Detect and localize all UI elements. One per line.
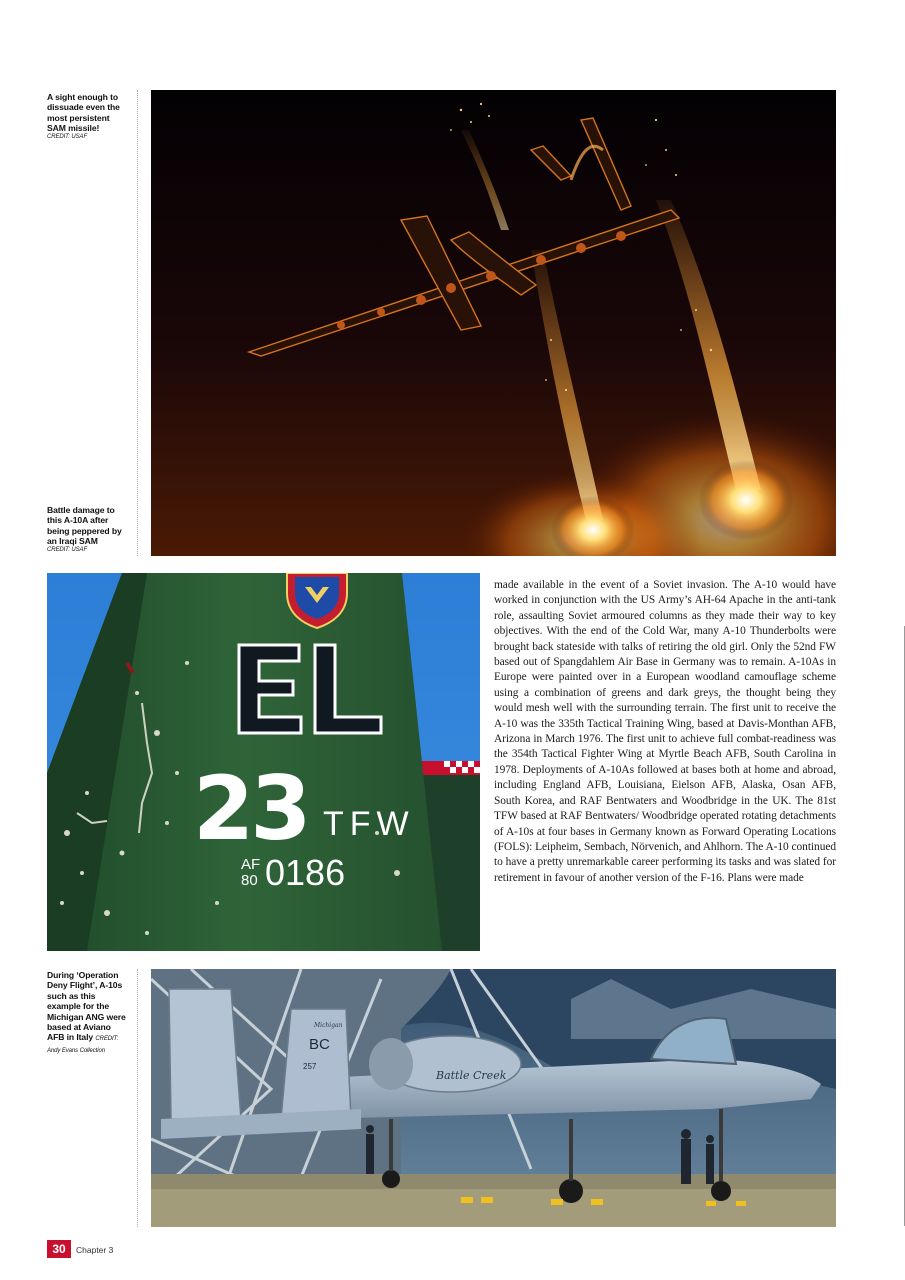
tail-serial-prefix-bottom: 80 [241, 872, 258, 889]
caption-credit: CREDIT: USAF [47, 133, 88, 140]
jet-tail-serial: 257 [303, 1062, 317, 1071]
caption-night-fire [47, 92, 127, 141]
tail-illustration [47, 573, 480, 951]
caption-battle-damage [47, 505, 127, 554]
caption-deny-flight [47, 970, 127, 1055]
photo-damaged-tail [47, 573, 480, 951]
caption-text: Battle damage to this A-10A after being peppered by an Iraqi SAM [47, 505, 122, 547]
tail-unit-number: 23 [193, 757, 308, 860]
tail-unit-suffix: TFW [323, 805, 415, 843]
jet-engine-text: Battle Creek [436, 1069, 507, 1082]
photo-night-flares [151, 90, 836, 556]
tail-serial: 0186 [265, 852, 346, 893]
article-body-text: made available in the event of a Soviet invasion. The A-10 would have worked in conjunction with the US Army’s AH-64 Apache in the anti-tank role, assaulting Soviet armoured columns as they made their way to key objectives. With the end of the Cold War, many A-10 Thunderbolts were brought back stateside with talks of retiring the old girl. Only the 52nd FW based out of Spangdahlem Air Base in Germany was to remain. A-10As in Europe were painted over in a European woodland camouflage scheme using a combination of greens and dark greys, the thought being they would mesh well with the surrounding terrain. The first unit to receive the A-10 was the 335th Tactical Training Wing, based at Davis-Monthan AFB, Arizona in March 1976. The first unit to achieve full combat-readiness was the 354th Tactical Fighter Wing at Myrtle Beach AFB, South Carolina in 1978. Deployments of A-10As followed at bases both at home and abroad, including England AFB, Louisiana, Eielson AFB, Alaska, Osan AFB, South Korea, and RAF Bentwaters and Woodbridge in the UK. The 81st TFW based at RAF Bentwaters/ Woodbridge operated rotating detachments of A-10s at four bases in Germany known as Forward Operating Locations (FOLS): Leipheim, Sembach, Nörvenich, and Ahlhorn. The A-10 continued to have a pretty unremarkable career performing its tasks and was slated for retirement in favour of another version of the F-16. Plans were made [494, 579, 836, 884]
photo-aviano-jet [151, 969, 836, 1227]
caption-credit: CREDIT: Andy Evans Collection [47, 1036, 119, 1054]
caption-text: During ‘Operation Deny Flight’, A-10s such as this example for the Michigan ANG were based at Aviano AFB in Italy [47, 970, 126, 1043]
caption-divider [137, 90, 138, 556]
page-number: 30 [47, 1240, 71, 1258]
chapter-label: Chapter 3 [76, 1245, 114, 1255]
caption-text: A sight enough to dissuade even the most persistent SAM missile! [47, 92, 120, 134]
aviano-jet-illustration [151, 969, 836, 1227]
jet-tail-code: BC [309, 1036, 330, 1053]
caption-credit: CREDIT: USAF [47, 546, 88, 553]
jet-state-text: Michigan [314, 1022, 343, 1029]
tail-serial-prefix-top: AF [241, 856, 261, 873]
night-flares-illustration [151, 90, 836, 556]
caption-divider [137, 969, 138, 1227]
